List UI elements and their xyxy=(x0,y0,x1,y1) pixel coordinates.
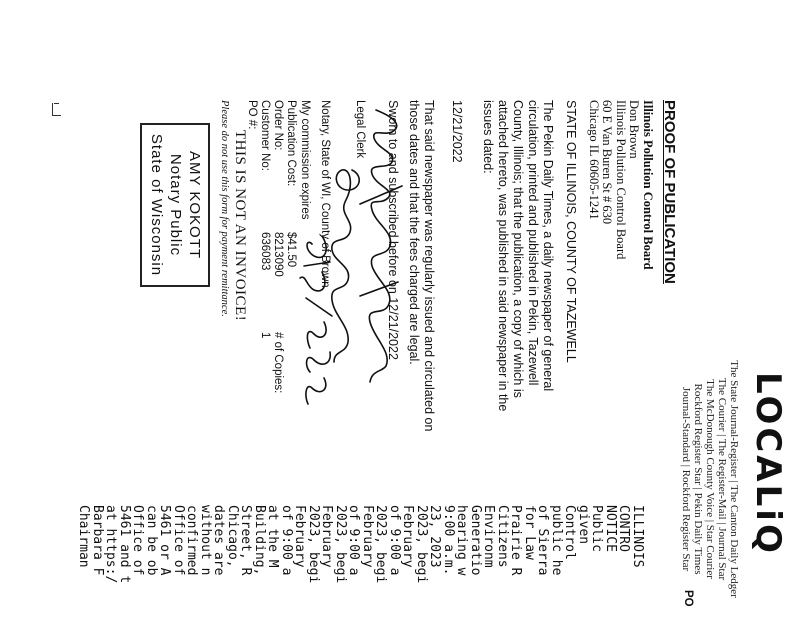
notice-line: CONTRO xyxy=(616,505,632,552)
statement-line: those dates and that the fees charged are legal. xyxy=(407,100,421,365)
attached-legal-notice xyxy=(77,505,644,583)
paragraph-line: circulation, printed and published in Pekin, Tazewell xyxy=(526,100,540,386)
notice-line: at https:/ xyxy=(103,505,119,584)
clerk-signature-stroke xyxy=(360,282,398,296)
notice-line: Control xyxy=(562,505,578,560)
notice-line: 2023, begi xyxy=(306,505,321,584)
recipient-line: Illinois Pollution Control Board xyxy=(641,100,655,270)
notice-line: 5461 or A xyxy=(157,505,173,576)
notary-line: Notary, State of WI, County of Brown xyxy=(319,100,331,288)
notice-line: Chicago, xyxy=(225,505,240,568)
date-stroke xyxy=(306,378,326,404)
notice-line: for Law xyxy=(522,505,537,560)
notary-title: Notary Public xyxy=(167,153,184,257)
notice-line: February xyxy=(292,505,308,568)
notice-line: hearing w xyxy=(454,505,470,576)
notice-line: Citizens xyxy=(495,505,510,568)
notice-line: February xyxy=(319,505,335,568)
paragraph-line: attached hereto, was published in said newspaper in the xyxy=(496,100,510,412)
notice-line: given xyxy=(576,505,591,545)
recipient-line: 60 E Van Buren St # 630 xyxy=(600,100,615,225)
notice-line: without n xyxy=(198,505,213,576)
notice-line: February xyxy=(360,505,375,568)
date-stroke xyxy=(307,322,326,348)
legal-clerk-label: Legal Clerk xyxy=(354,100,366,159)
customer-number-label: Customer No: xyxy=(259,100,271,171)
clerk-signature-stroke xyxy=(369,110,396,382)
notice-line: of 9:00 a xyxy=(387,505,402,576)
notice-line: 2023, begi xyxy=(414,505,429,584)
notice-line: dates are xyxy=(211,505,227,576)
order-number-label: Order No: xyxy=(272,100,284,151)
notice-line: Environm xyxy=(481,505,497,568)
issue-date: 12/21/2022 xyxy=(450,100,464,163)
date-stroke xyxy=(304,262,330,266)
notice-line: 23, 2023 xyxy=(427,505,443,568)
recipient-line: Chicago IL 60605-1241 xyxy=(587,100,601,220)
notice-line: at the M xyxy=(265,505,281,568)
notary-signature-stroke xyxy=(332,170,359,362)
notice-line: Generatio xyxy=(468,505,483,576)
notice-line: of Sierra xyxy=(535,505,551,576)
notice-line: Prairie R xyxy=(508,505,524,576)
notice-line: 2023, begi xyxy=(373,505,389,584)
document-title: PROOF OF PUBLICATION xyxy=(661,100,678,284)
date-stroke xyxy=(307,352,331,372)
notice-line: 5461 and t xyxy=(117,505,132,584)
localiq-logo: LOCALiQ xyxy=(748,372,788,556)
notice-line: February xyxy=(400,505,416,568)
not-an-invoice-notice: THIS IS NOT AN INVOICE! xyxy=(232,130,248,322)
notice-line: Building, xyxy=(252,505,267,576)
notice-line: public he xyxy=(549,505,564,576)
date-stroke xyxy=(307,236,326,257)
remittance-note: Please do not use this form for payment remittance. xyxy=(219,100,230,317)
notice-line: NOTICE xyxy=(603,505,618,552)
paragraph-line: The Pekin Daily Times, a daily newspaper of general xyxy=(541,100,555,392)
order-number-value: 8213090 xyxy=(272,232,284,277)
notice-line: Chairman xyxy=(76,505,92,568)
copies-label: # of Copies: xyxy=(272,332,284,394)
publication-line: Rockford Register Star | Pekin Daily Times xyxy=(692,383,704,575)
notice-line: 2023, begi xyxy=(333,505,348,584)
notice-line: can be ob xyxy=(144,505,159,576)
copies-value: 1 xyxy=(259,332,271,339)
notice-line: of 9:00 a xyxy=(279,505,294,576)
commission-line: My commission expires xyxy=(299,100,311,220)
date-stroke xyxy=(306,298,332,316)
notice-line: Public xyxy=(589,505,605,552)
notary-name: AMY KOKOTT xyxy=(186,150,203,260)
publication-cost-label: Publication Cost: xyxy=(285,100,297,187)
notice-line: confirmed xyxy=(184,505,200,576)
state-county-line: STATE OF ILLINOIS, COUNTY OF TAZEWELL xyxy=(564,100,578,363)
publication-line: The State Journal-Register | The Canton Daily Ledger xyxy=(728,360,740,598)
notice-line: Barbara F xyxy=(90,505,105,576)
publication-line: The McDonough County Voice | Star Courier xyxy=(704,379,716,579)
paragraph-line: County, Illinois; that the publication, a copy of which is xyxy=(511,100,525,398)
po-fragment-header: PO xyxy=(682,590,694,607)
publication-line: The Courier | The Register-Mail | Journal Star xyxy=(716,377,728,581)
notice-line: Office of xyxy=(130,505,146,576)
recipient-line: Illinois Pollution Control Board xyxy=(614,100,628,260)
notice-line: Street, R xyxy=(238,505,254,576)
paragraph-line: issues dated: xyxy=(481,100,495,174)
notice-line: Office of xyxy=(171,505,186,576)
publication-cost-value: $41.50 xyxy=(285,232,297,268)
date-stroke xyxy=(300,272,325,291)
statement-line: That said newspaper was regularly issued and circulated on xyxy=(422,100,436,432)
sworn-line: Sworn to and subscribed before on 12/21/2022 xyxy=(386,100,400,360)
notice-line: ILLINOIS xyxy=(630,505,645,568)
publication-line: Journal-Standard | Rockford Register Star xyxy=(680,386,692,572)
notice-line: 9:00 a.m. xyxy=(441,505,456,576)
notice-line: of 9:00 a xyxy=(346,505,362,576)
po-number-label: PO #: xyxy=(246,100,258,130)
customer-number-value: 636083 xyxy=(259,232,271,271)
notary-state: State of Wisconsin xyxy=(148,133,165,277)
recipient-line: Don Brown xyxy=(627,100,642,159)
